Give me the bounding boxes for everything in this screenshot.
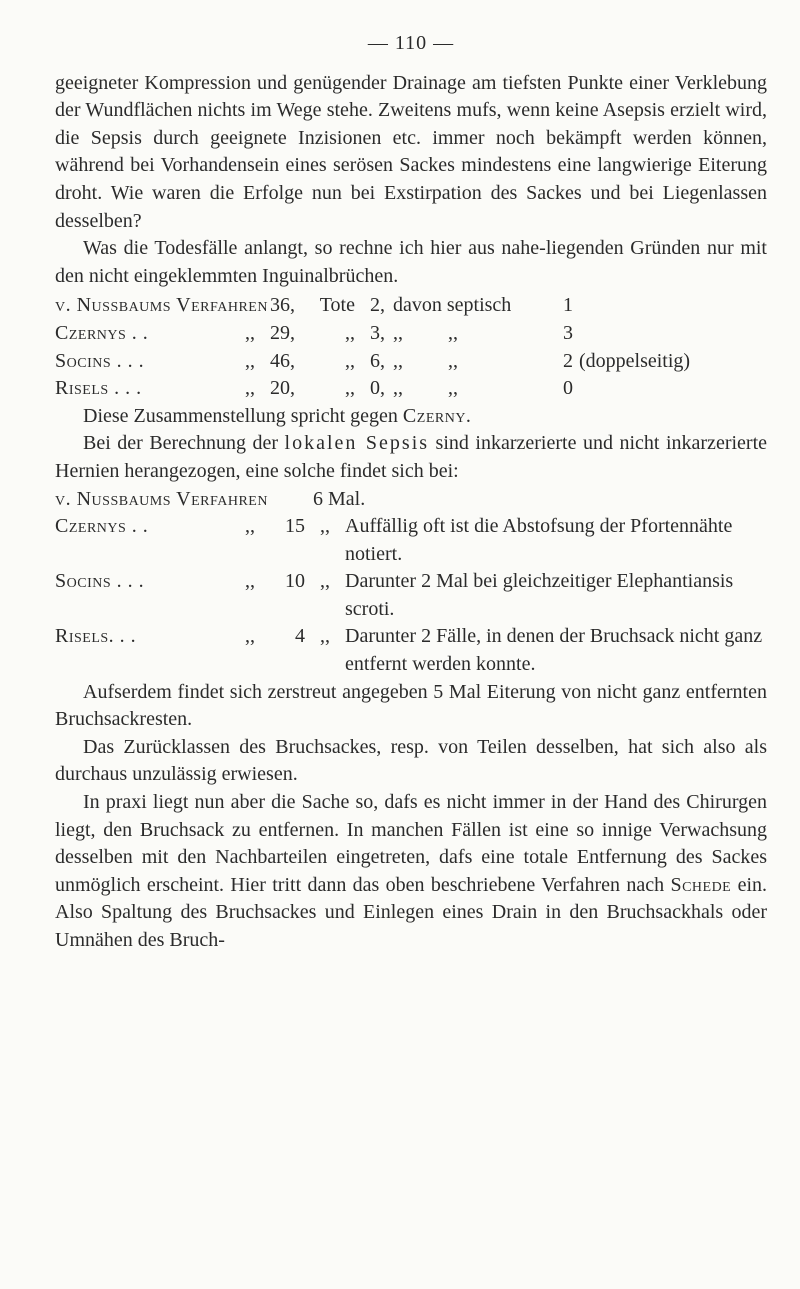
paragraph-6: Das Zurücklassen des Bruchsackes, resp. von Teilen desselben, hat sich also als durchaus unzulässig erwiesen. — [55, 735, 767, 786]
method-name: Czernys . . — [55, 515, 149, 538]
page-number: — 110 — — [367, 32, 455, 54]
p3-text: Diese Zusammenstellung spricht gegen — [83, 404, 403, 427]
method-name: v. Nussbaums Verfahren — [55, 487, 268, 510]
table-row: Socins . . . ,, 46, ,, 6, ,, ,, 2 (doppelseitig) — [55, 348, 767, 376]
sepsis-count: 15 — [285, 515, 305, 538]
ditto-mark: ,, — [245, 515, 255, 538]
paragraph-4 — [55, 430, 767, 485]
remark: Auffällig oft ist die Abstofsung der Pfortennähte notiert. — [345, 515, 733, 565]
p7-text-c: ein. Also Spaltung des Bruchsackes und Einlegen eines Drain in den Bruchsackhals oder Umnähen des Bruch- — [55, 873, 768, 951]
remark: Darunter 2 Fälle, in denen der Bruchsack nicht ganz entfernt werden konnte. — [345, 625, 763, 676]
deaths-count: 0, — [370, 377, 385, 400]
p4-text-c: sind inkarzerierte und nicht inkarzerierte Hernien herangezogen, eine solche findet sich bei: — [55, 432, 768, 482]
septic-label: ,, ,, — [393, 321, 458, 344]
method-name: Risels. . . — [55, 625, 137, 648]
author-name: Czerny. — [402, 404, 472, 427]
septic-count: 3 — [563, 321, 573, 344]
table-row — [55, 513, 767, 568]
paragraph-7 — [55, 789, 767, 955]
deaths-count: 3, — [370, 321, 385, 344]
row-note — [573, 320, 579, 348]
paragraph-2: Was die Todesfälle anlangt, so rechne ich hier aus nahe-liegenden Gründen nur mit den nicht eingeklemmten Inguinalbrüchen. — [55, 237, 767, 287]
septic-label: ,, ,, — [393, 349, 458, 372]
ditto-mark: ,, — [320, 625, 330, 648]
table-header-row — [55, 486, 767, 514]
deaths-count: 2, — [370, 294, 385, 317]
deaths-label: Tote — [319, 294, 355, 317]
emphasis-local-sepsis: lokalen Sepsis — [284, 432, 430, 455]
table-row: Risels . . . ,, 20, ,, 0, ,, ,, 0 — [55, 375, 767, 403]
septic-label: ,, ,, — [393, 377, 458, 400]
author-name: Schede — [670, 873, 732, 896]
method-name: Socins . . . — [55, 570, 145, 593]
ditto-mark: ,, — [320, 570, 330, 593]
method-name: Risels . . . — [55, 377, 142, 400]
mortality-table — [55, 292, 767, 402]
septic-count: 0 — [563, 377, 573, 400]
ditto-mark: ,, — [245, 570, 255, 593]
paragraph-5: Aufserdem findet sich zerstreut angegeben 5 Mal Eiterung von nicht ganz entfernten Bruchsackresten. — [55, 680, 767, 731]
sepsis-count: 6 Mal. — [313, 487, 366, 510]
row-note — [573, 292, 579, 320]
case-count: 36, — [270, 294, 295, 317]
table-row — [55, 568, 767, 623]
septic-label: davon septisch — [393, 294, 512, 317]
table-row — [55, 292, 767, 320]
paragraph-3 — [55, 403, 767, 431]
book-page — [55, 30, 767, 955]
deaths-label: ,, — [345, 321, 355, 344]
row-note: (doppelseitig) — [579, 349, 691, 372]
septic-count: 1 — [563, 294, 573, 317]
sepsis-table — [55, 486, 767, 679]
p4-text-a: Bei der Berechnung der — [83, 432, 285, 455]
ditto-mark: ,, — [245, 625, 255, 648]
sepsis-count: 4 — [295, 625, 305, 648]
case-count: 46, — [270, 349, 295, 372]
deaths-label: ,, — [345, 377, 355, 400]
deaths-label: ,, — [345, 349, 355, 372]
table-row — [55, 623, 767, 678]
case-count: 29, — [270, 321, 295, 344]
remark: Darunter 2 Mal bei gleichzeitiger Elephantiansis scroti. — [345, 570, 734, 620]
septic-count: 2 — [563, 349, 573, 372]
paragraph-1: geeigneter Kompression und genügender Drainage am tiefsten Punkte einer Verklebung der Wundflächen nichts im Wege stehe. Zweitens mufs, wenn keine Asepsis erzielt wird, die Sepsis durch geeignete Inzisionen etc. immer noch bekämpft werden können, während bei Vorhandensein eines serösen Sackes mindestens eine langwierige Eiterung droht. Wie waren die Erfolge nun bei Exstirpation des Sackes und bei Liegenlassen desselben? — [55, 71, 767, 232]
p7-text-a: In praxi liegt nun aber die Sache so, dafs es nicht immer in der Hand des Chirurgen liegt, den Bruchsack zu entfernen. In manchen Fällen ist eine so innige Verwachsung desselben mit den Nachbarteilen eingetreten, dafs eine totale Entfernung des Sackes unmöglich erscheint. Hier tritt dann das oben beschriebene Verfahren nach — [55, 791, 767, 896]
case-count: 20, — [270, 377, 295, 400]
ditto-mark: ,, — [320, 515, 330, 538]
sepsis-count: 10 — [285, 570, 305, 593]
method-name: Socins . . . — [55, 349, 145, 372]
method-name: Czernys . . — [55, 321, 149, 344]
row-note — [573, 375, 579, 403]
table-row: Czernys . . ,, 29, ,, 3, ,, ,, 3 — [55, 320, 767, 348]
deaths-count: 6, — [370, 349, 385, 372]
method-name: v. Nussbaums Verfahren — [55, 294, 268, 317]
